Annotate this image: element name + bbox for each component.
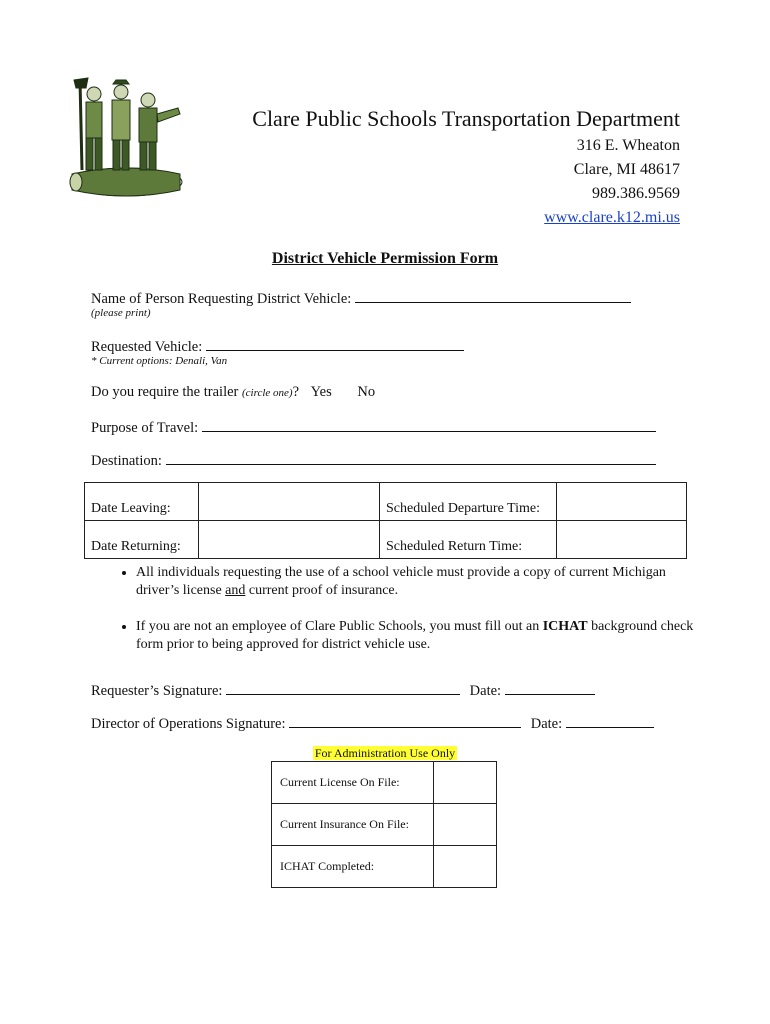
- list-item: [136, 618, 696, 654]
- requester-signature-field[interactable]: [226, 680, 460, 695]
- dates-table: [84, 482, 687, 559]
- requester-signature-row: [91, 680, 595, 700]
- requester-date-label: Date:: [469, 683, 502, 699]
- date-returning-label: Date Returning:: [85, 521, 199, 559]
- return-time-label: Scheduled Return Time:: [380, 521, 557, 559]
- requester-name-label: Name of Person Requesting District Vehicle:: [91, 291, 352, 307]
- vehicle-options-note: * Current options: Denali, Van: [91, 355, 228, 367]
- admin-heading: [0, 746, 770, 761]
- departure-time-field[interactable]: [557, 483, 687, 521]
- requester-signature-label: Requester’s Signature:: [91, 683, 223, 699]
- date-returning-field[interactable]: [199, 521, 380, 559]
- address-city: Clare, MI 48617: [573, 161, 680, 178]
- lumberjacks-logo-icon: [66, 74, 186, 200]
- return-time-field[interactable]: [557, 521, 687, 559]
- purpose-row: [91, 417, 656, 437]
- table-row: [272, 846, 497, 888]
- website-link[interactable]: www.clare.k12.mi.us: [544, 209, 680, 226]
- destination-field[interactable]: [166, 450, 656, 465]
- vehicle-field[interactable]: [206, 336, 464, 351]
- vehicle-row: [91, 336, 464, 356]
- address-street: 316 E. Wheaton: [576, 137, 680, 154]
- destination-label: Destination:: [91, 453, 162, 469]
- trailer-label: Do you require the trailer: [91, 384, 239, 400]
- phone-number: 989.386.9569: [592, 185, 680, 202]
- form-title: District Vehicle Permission Form: [271, 250, 499, 267]
- director-signature-row: [91, 713, 654, 733]
- bullet-emphasis: and: [225, 583, 246, 598]
- departure-time-label: Scheduled Departure Time:: [380, 483, 557, 521]
- table-row: [272, 762, 497, 804]
- date-leaving-label: Date Leaving:: [85, 483, 199, 521]
- bullet-text: background check form prior to being approved for district vehicle use.: [136, 619, 694, 652]
- admin-insurance-label: Current Insurance On File:: [272, 804, 434, 846]
- list-item: [136, 564, 696, 600]
- trailer-circle-note: (circle one): [241, 387, 293, 399]
- bullet-text: If you are not an employee of Clare Public Schools, you must fill out an: [136, 619, 543, 634]
- purpose-label: Purpose of Travel:: [91, 420, 199, 436]
- bullet-emphasis: ICHAT: [542, 619, 588, 634]
- purpose-field[interactable]: [202, 417, 656, 432]
- destination-row: [91, 450, 656, 470]
- table-row: [85, 521, 687, 559]
- table-row: [272, 804, 497, 846]
- trailer-row: [91, 384, 375, 401]
- table-row: [85, 483, 687, 521]
- requester-name-field[interactable]: [355, 288, 631, 303]
- trailer-question-mark: ?: [292, 384, 300, 400]
- bullet-text: All individuals requesting the use of a school vehicle must provide a copy of current Michigan driver’s license: [136, 565, 666, 598]
- district-logo: [66, 74, 186, 200]
- admin-ichat-box[interactable]: [434, 846, 497, 888]
- admin-license-box[interactable]: [434, 762, 497, 804]
- trailer-no-option[interactable]: No: [357, 384, 376, 400]
- admin-ichat-label: ICHAT Completed:: [272, 846, 434, 888]
- admin-heading-text: For Administration Use Only: [314, 746, 456, 760]
- trailer-yes-option[interactable]: Yes: [310, 384, 332, 400]
- director-date-field[interactable]: [566, 713, 654, 728]
- admin-license-label: Current License On File:: [272, 762, 434, 804]
- requester-date-field[interactable]: [505, 680, 595, 695]
- org-title: Clare Public Schools Transportation Department: [252, 106, 680, 131]
- please-print-note: (please print): [91, 307, 151, 319]
- date-leaving-field[interactable]: [199, 483, 380, 521]
- director-signature-field[interactable]: [289, 713, 521, 728]
- director-signature-label: Director of Operations Signature:: [91, 716, 286, 732]
- admin-table: [271, 761, 497, 888]
- vehicle-label: Requested Vehicle:: [91, 339, 203, 355]
- director-date-label: Date:: [530, 716, 563, 732]
- bullet-text: current proof of insurance.: [245, 583, 399, 598]
- requirements-list: [100, 564, 696, 672]
- requester-name-row: [91, 288, 631, 308]
- admin-insurance-box[interactable]: [434, 804, 497, 846]
